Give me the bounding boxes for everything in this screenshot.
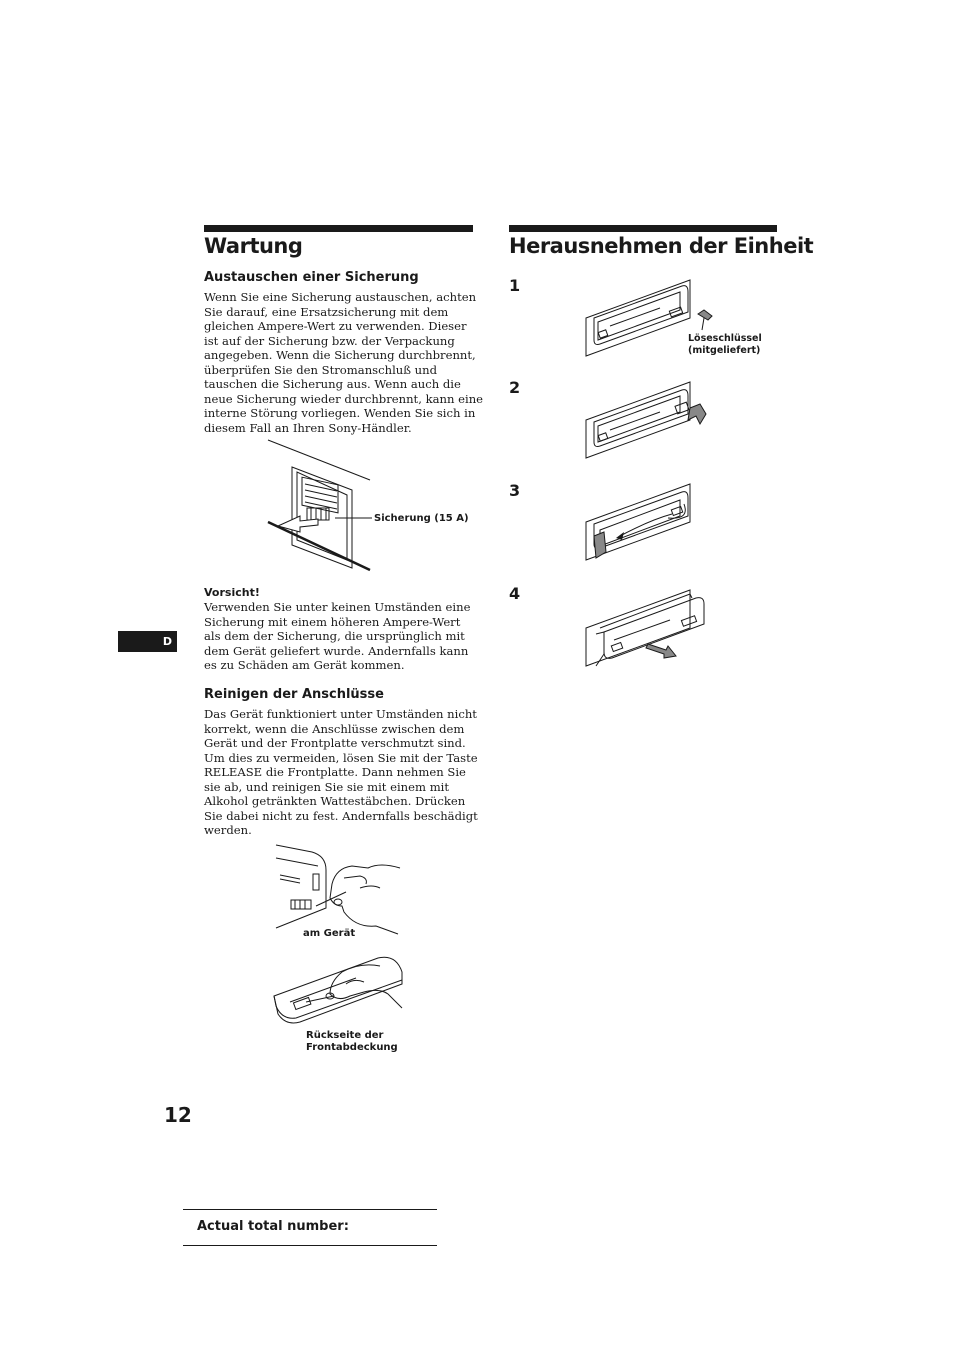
footer-box [183, 1209, 437, 1246]
cleaning-paragraph: Das Gerät funktioniert unter Umständen nicht korrekt, wenn die Anschlüsse zwischen dem Gerät und der Frontplatte verschmutzt sind. Um dies zu vermeiden, lösen Sie mit der Taste RELEASE die Frontplatte. Dann nehmen Sie sie ab, und reinigen Sie sie mit einem mit Alkohol getränkten Wattestäbchen. Drücken Sie dabei nicht zu fest. Andernfalls beschädigt werden. [204, 707, 478, 837]
section-rule-right [509, 225, 777, 232]
heading-caution: Vorsicht! [204, 586, 260, 599]
section-rule-left [204, 225, 473, 232]
fuse-label: Sicherung (15 A) [374, 513, 469, 524]
language-tab: D [118, 631, 177, 652]
step-number-1: 1 [509, 276, 521, 295]
footer-text: Actual total number: [197, 1219, 349, 1234]
heading-cleaning: Reinigen der Anschlüsse [204, 687, 384, 702]
key-label: Löseschlüssel (mitgeliefert) [688, 333, 762, 356]
page-number: 12 [164, 1103, 192, 1127]
step-number-4: 4 [509, 584, 521, 603]
heading-fuse: Austauschen einer Sicherung [204, 270, 419, 285]
step-number-3: 3 [509, 481, 521, 500]
step-number-2: 2 [509, 378, 521, 397]
section-title-wartung: Wartung [204, 234, 303, 258]
label-rueckseite: Rückseite der Frontabdeckung [306, 1030, 398, 1053]
fuse-paragraph: Wenn Sie eine Sicherung austauschen, achten Sie darauf, eine Ersatzsicherung mit dem gleichen Ampere-Wert zu verwenden. Dieser ist auf der Sicherung bzw. der Verpackung angegeben. Wenn die Sicherung durchbrennt, überprüfen Sie den Stromanschluß und tauschen die Sicherung aus. Wenn auch die neue Sicherung wieder durchbrennt, kann eine interne Störung vorliegen. Wenden Sie sich in diesem Fall an Ihren Sony-Händler. [204, 290, 484, 435]
section-title-herausnehmen: Herausnehmen der Einheit [509, 234, 814, 258]
caution-paragraph: Verwenden Sie unter keinen Umständen eine Sicherung mit einem höheren Ampere-Wert als dem der Sicherung, die ursprünglich mit dem Gerät geliefert wurde. Andernfalls kann es zu Schäden am Gerät kommen. [204, 600, 471, 672]
label-am-geraet: am Gerät [303, 928, 356, 939]
